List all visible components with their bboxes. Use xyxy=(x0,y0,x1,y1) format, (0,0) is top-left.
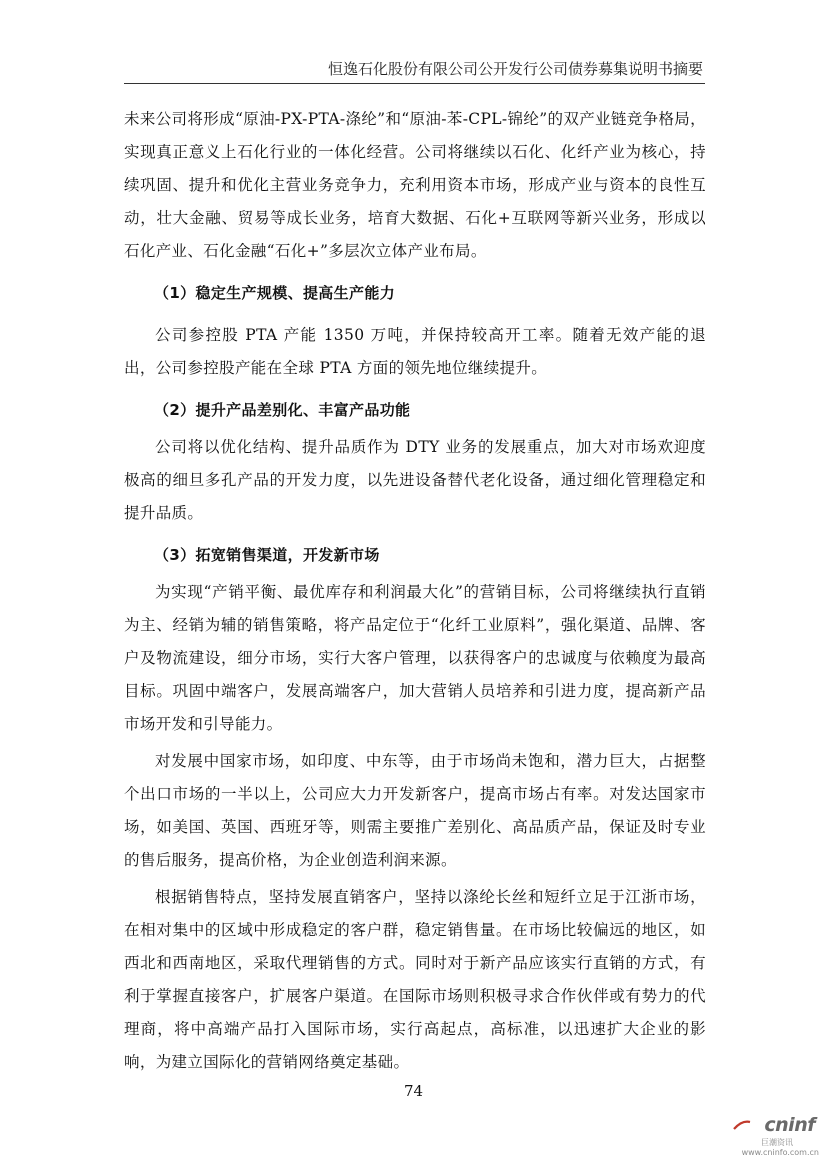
section-heading-2: （2）提升产品差别化、丰富产品功能 xyxy=(154,401,411,419)
section1-paragraph-1: 公司参控股 PTA 产能 1350 万吨，并保持较高开工率。随着无效产能的退出，公司参控股产能在全球 PTA 方面的领先地位继续提升。 xyxy=(124,326,706,377)
page-number: 74 xyxy=(403,1082,424,1100)
section3-paragraph-3: 根据销售特点，坚持发展直销客户，坚持以涤纶长丝和短纤立足于江浙市场，在相对集中的区域中形成稳定的客户群，稳定销售量。在市场比较偏远的地区，如西北和西南地区，采取代理销售的方式。同时对于新产品应该实行直销的方式，有利于掌握直接客户，扩展客户渠道。在国际市场则积极寻求合作伙伴或有势力的代理商，将中高端产品打入国际市场，实行高起点，高标准，以迅速扩大企业的影响，为建立国际化的营销网络奠定基础。 xyxy=(124,888,706,1071)
logo-wordmark: cninf xyxy=(764,1114,815,1136)
running-header: 恒逸石化股份有限公司公开发行公司债券募集说明书摘要 xyxy=(327,60,703,78)
section3-paragraph-1: 为实现“产销平衡、最优库存和利润最大化”的营销目标，公司将继续执行直销为主、经销为辅的销售策略，将产品定位于“化纤工业原料”，强化渠道、品牌、客户及物流建设，细分市场，实行大客户管理，以获得客户的忠诚度与依赖度为最高目标。巩固中端客户，发展高端客户，加大营销人员培养和引进力度，提高新产品市场开发和引导能力。 xyxy=(124,583,706,733)
logo-url: www.cninfo.com.cn xyxy=(741,1148,819,1157)
document-body xyxy=(124,103,706,1079)
section-heading-3: （3）拓宽销售渠道，开发新市场 xyxy=(154,546,380,564)
header-rule xyxy=(124,83,705,84)
section3-paragraph-2: 对发展中国家市场，如印度、中东等，由于市场尚未饱和，潜力巨大，占据整个出口市场的一半以上，公司应大力开发新客户，提高市场占有率。对发达国家市场，如美国、英国、西班牙等，则需主要推广差别化、高品质产品，保证及时专业的售后服务，提高价格，为企业创造利润来源。 xyxy=(124,752,706,869)
section2-paragraph-1: 公司将以优化结构、提升品质作为 DTY 业务的发展重点，加大对市场欢迎度极高的细旦多孔产品的开发力度，以先进设备替代老化设备，通过细化管理稳定和提升品质。 xyxy=(124,438,706,522)
logo-swoosh-icon xyxy=(733,1119,751,1131)
section-heading-1: （1）稳定生产规模、提高生产能力 xyxy=(154,284,396,302)
logo-chinese-name: 巨潮资讯 xyxy=(761,1138,793,1147)
cninfo-logo xyxy=(727,1110,823,1160)
intro-paragraph: 未来公司将形成“原油-PX-PTA-涤纶”和“原油-苯-CPL-锦纶”的双产业链竞争格局，实现真正意义上石化行业的一体化经营。公司将继续以石化、化纤产业为核心，持续巩固、提升和优化主营业务竞争力，充利用资本市场，形成产业与资本的良性互动，壮大金融、贸易等成长业务，培育大数据、石化+互联网等新兴业务，形成以石化产业、石化金融“石化+”多层次立体产业布局。 xyxy=(124,110,706,260)
